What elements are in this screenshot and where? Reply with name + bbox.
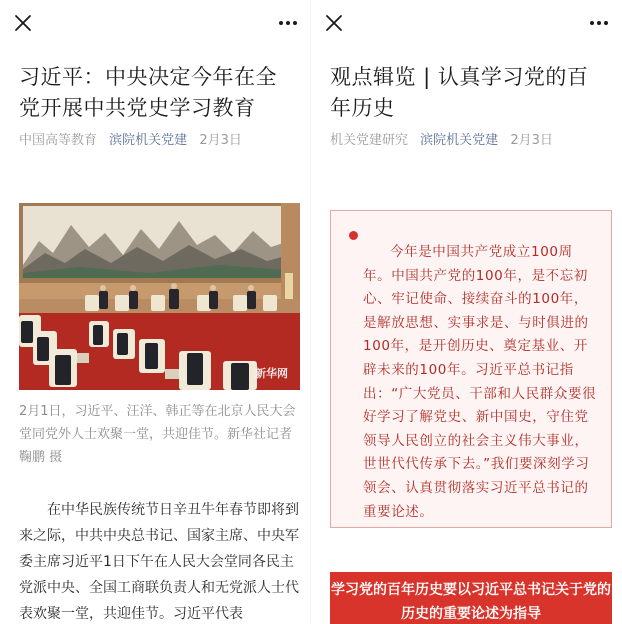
article-source: 中国高等教育 (19, 133, 98, 148)
account-link[interactable]: 滨院机关党建 (109, 133, 188, 148)
article-date: 2月3日 (199, 133, 242, 148)
more-icon[interactable] (588, 14, 610, 32)
article-meta (330, 129, 553, 148)
section-banner: 学习党的百年历史要以习近平总书记关于党的历史的重要论述为指导 (330, 572, 612, 624)
right-article-panel (311, 0, 622, 624)
close-icon[interactable] (12, 12, 34, 34)
article-title: 习近平：中央决定今年在全党开展中共党史学习教育 (19, 65, 277, 120)
quote-box (330, 210, 612, 528)
article-meta (19, 129, 242, 148)
more-icon[interactable] (277, 14, 299, 32)
news-photo[interactable] (19, 203, 300, 390)
close-icon[interactable] (323, 12, 345, 34)
photo-watermark: 新华网 (255, 368, 288, 380)
quote-text: 今年是中国共产党成立100周年。中国共产党的100年，是不忘初心、牢记使命、接续奋斗的100年，是解放思想、实事求是、与时俱进的100年，是开创历史、奠定基业、开辟未来的100年。习近平总书记指出：“广大党员、干部和人民群众要很好学习了解党史、新中国史，守住党领导人民创立的社会主义伟大事业，世世代代传承下去。”我们要深刻学习领会、认真贯彻落实习近平总书记的重要论述。 (363, 244, 597, 520)
article-body: 在中华民族传统节日辛丑牛年春节即将到来之际，中共中央总书记、国家主席、中央军委主席习近平1日下午在人民大会堂同各民主党派中央、全国工商联负责人和无党派人士代表欢聚一堂，共迎佳节。习近平代表 (19, 502, 299, 622)
article-title: 观点辑览 | 认真学习党的百年历史 (330, 65, 589, 120)
red-dot-icon (349, 231, 358, 240)
photo-caption: 2月1日，习近平、汪洋、韩正等在北京人民大会堂同党外人士欢聚一堂，共迎佳节。新华社记者鞠鹏 摄 (19, 404, 296, 465)
left-top-bar (0, 0, 311, 44)
article-date: 2月3日 (510, 133, 553, 148)
account-link[interactable]: 滨院机关党建 (420, 133, 499, 148)
article-source: 机关党建研究 (330, 133, 409, 148)
right-top-bar (311, 0, 622, 44)
